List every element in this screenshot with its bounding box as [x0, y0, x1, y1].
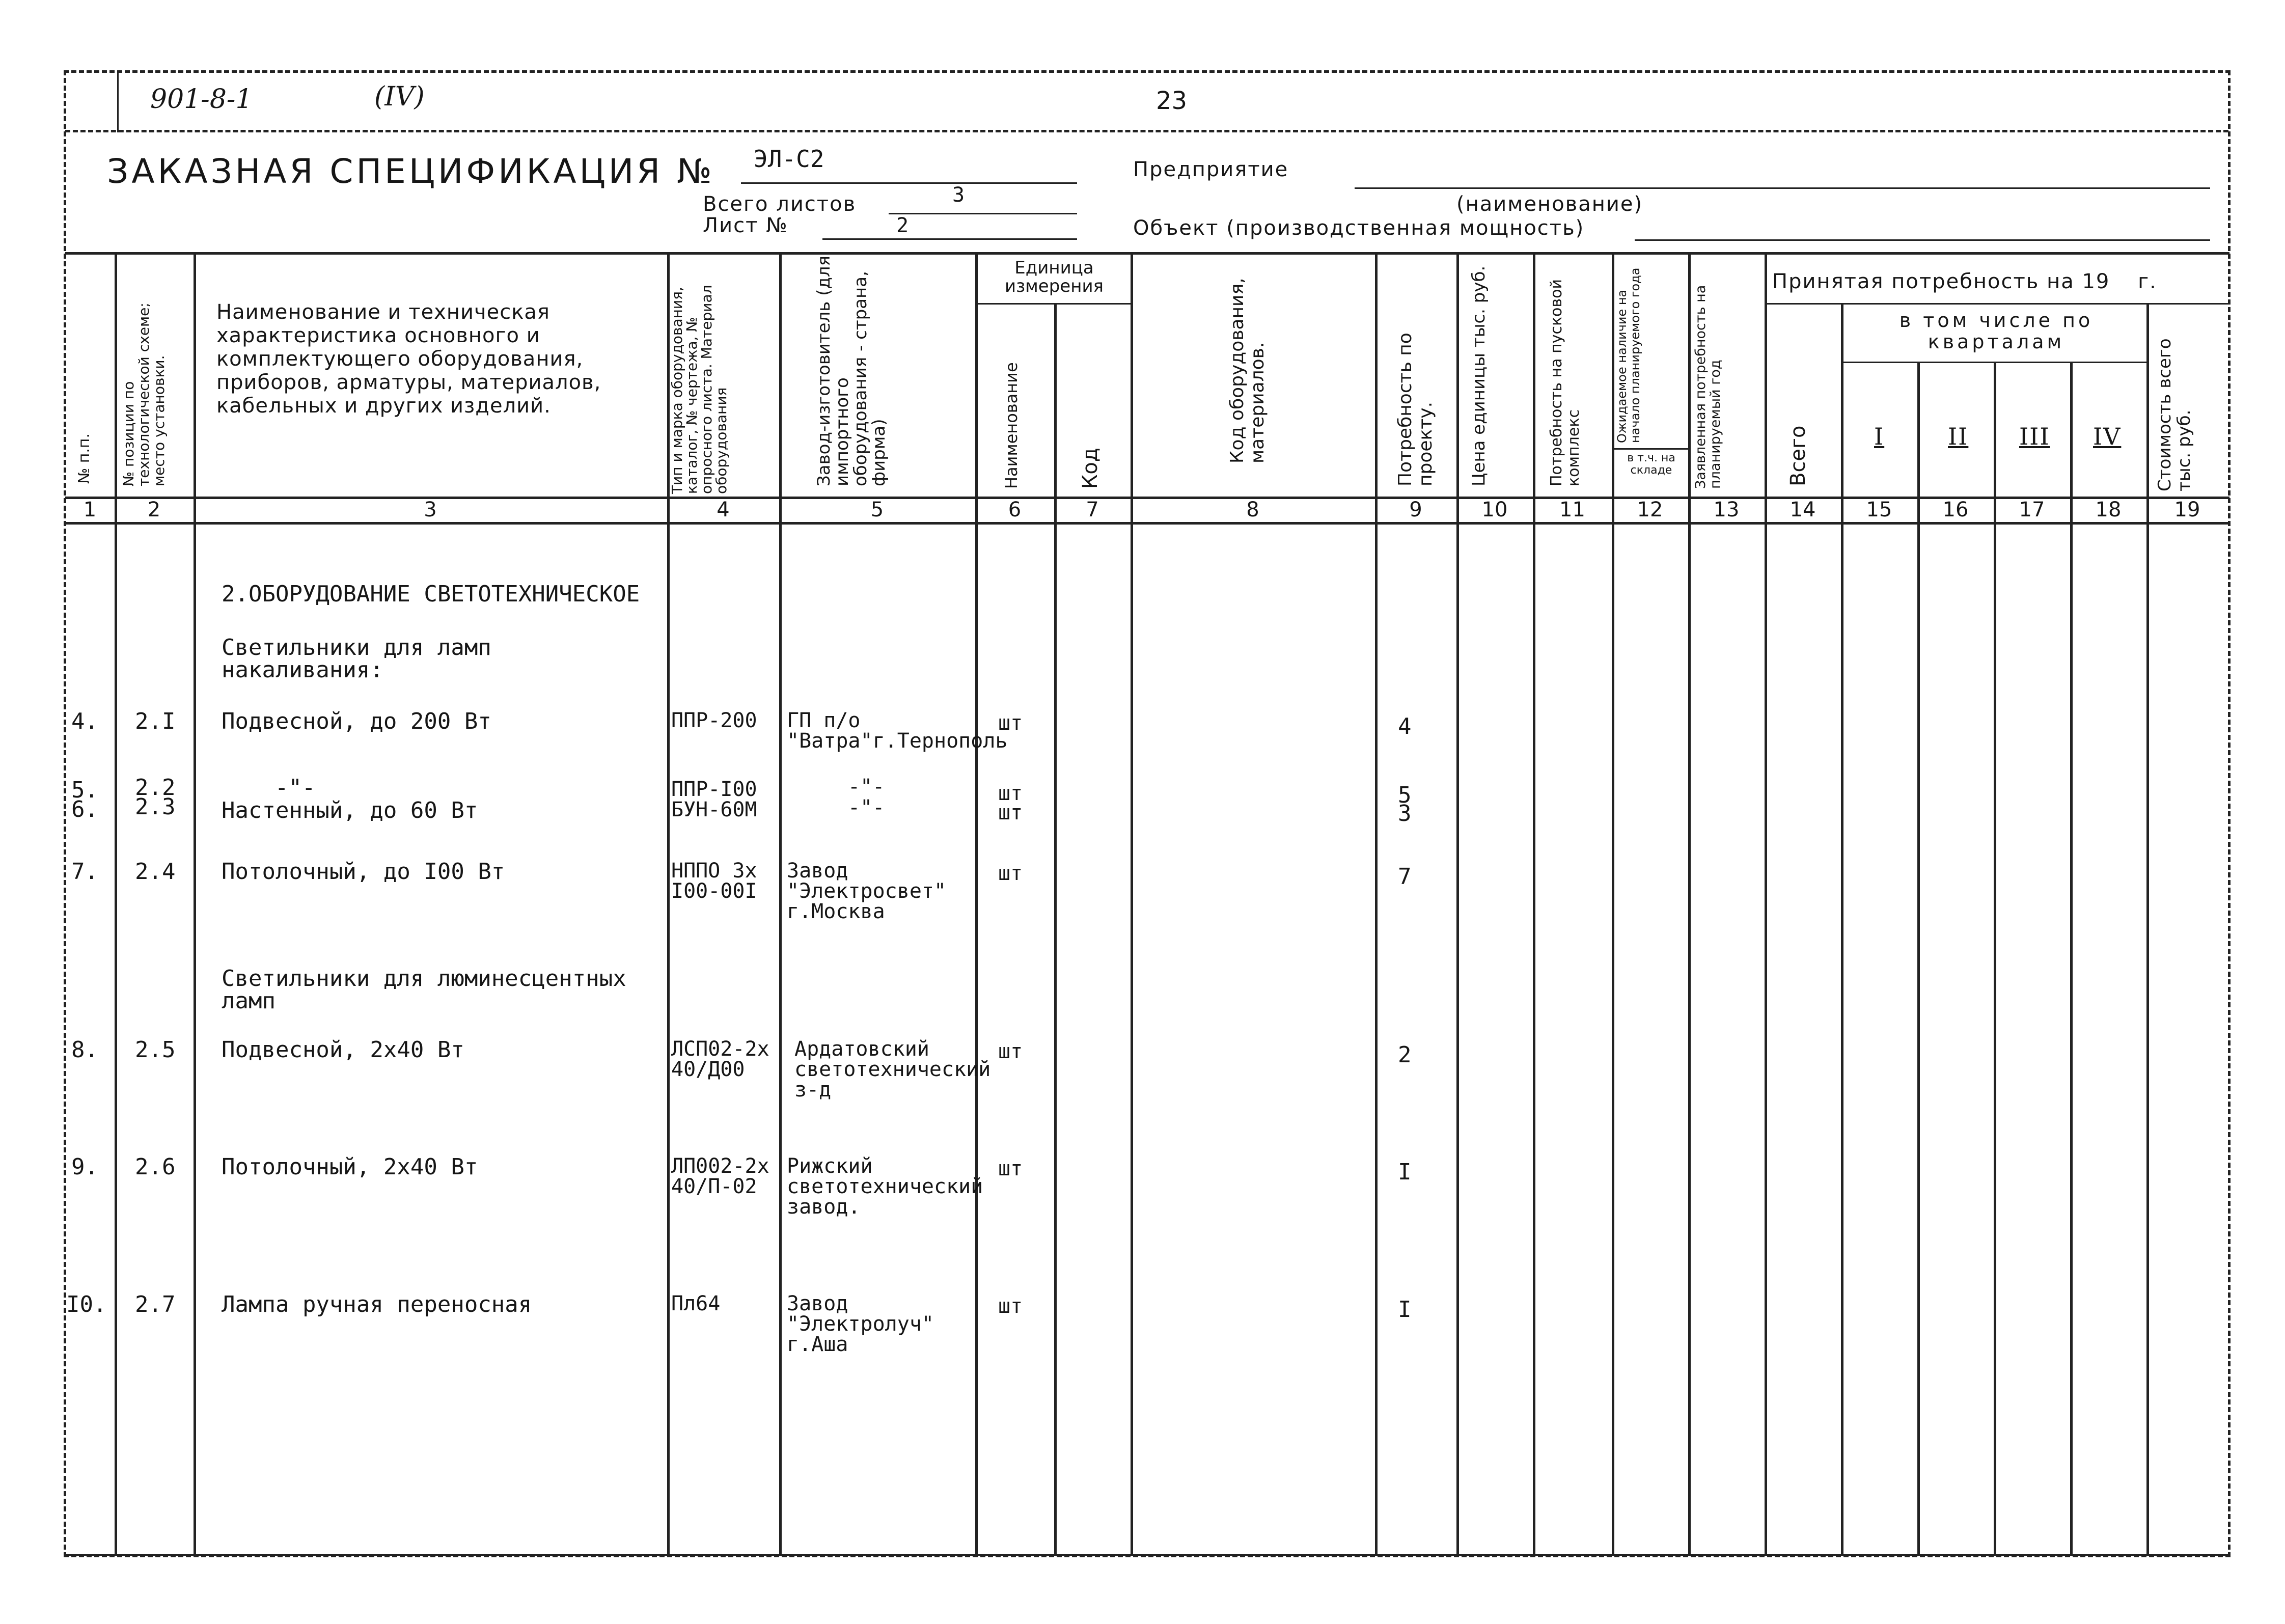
- col9-header-text: Потребность по проекту.: [1395, 333, 1436, 486]
- col-line: [779, 252, 782, 1556]
- col-number: 8: [1246, 498, 1259, 521]
- col-line: [1765, 252, 1767, 1556]
- row-unit: шт: [998, 711, 1023, 735]
- row-unit: шт: [998, 1040, 1023, 1063]
- row-index: I0.: [66, 1291, 107, 1317]
- header-divider: [117, 71, 119, 132]
- row-index: 9.: [71, 1154, 98, 1180]
- row-maker-text: ГП п/о "Ватра"г.Тернополь: [787, 709, 1008, 753]
- row-type: [671, 861, 778, 901]
- row-position: 2.3: [135, 794, 176, 820]
- col4-header: [670, 255, 729, 494]
- col19-header-text: Стоимость всего тыс. руб.: [2155, 338, 2194, 491]
- row-maker: [794, 1037, 991, 1102]
- sheet-label: Лист №: [703, 214, 788, 237]
- row-position: 2.5: [135, 1037, 176, 1063]
- col-line: [1131, 252, 1133, 1556]
- row-type: Пл64: [671, 1292, 721, 1315]
- row-maker: -"-: [848, 775, 885, 799]
- col2-header: [121, 255, 167, 486]
- row-index: 4.: [71, 708, 98, 734]
- col-number: 7: [1086, 498, 1099, 521]
- object-label: Объект (производственная мощность): [1133, 216, 1585, 240]
- col-line: [1054, 303, 1057, 1556]
- unit-group-text: Единица измерения: [1004, 258, 1104, 296]
- table-top-line: [65, 252, 2229, 255]
- col-line: [1688, 252, 1691, 1556]
- row-maker: [787, 861, 973, 922]
- accepted-text: Принятая потребность на 19: [1772, 270, 2110, 293]
- row-maker: [787, 1154, 983, 1219]
- col5-header-text: Завод-изготовитель (для импортного оборудования - страна, фирма): [814, 255, 889, 486]
- stock-line: [1612, 448, 1688, 450]
- row-maker: [787, 1293, 973, 1355]
- row-name: Потолочный, до I00 Вт: [222, 859, 505, 885]
- spec-number: ЭЛ-С2: [754, 145, 824, 173]
- row-maker-text: Завод "Электролуч" г.Аша: [787, 1292, 934, 1356]
- col-line: [975, 252, 978, 1556]
- sheet-number: 2: [896, 214, 910, 237]
- col13-header-text: Заявленная потребность на планируемый год: [1693, 285, 1723, 489]
- row-qty: I: [1398, 1297, 1412, 1323]
- row-unit: шт: [998, 782, 1023, 805]
- spec-number-line: [741, 182, 1077, 184]
- group-title-incandescent: [222, 637, 665, 681]
- col1-header: № п.п.: [75, 433, 93, 484]
- col-line: [1533, 252, 1535, 1556]
- accepted-header: [1772, 270, 2157, 293]
- col-line: [2146, 303, 2149, 1556]
- row-position: 2.4: [135, 859, 176, 885]
- row-position: 2.I: [135, 708, 176, 734]
- col12b-header-text: в т.ч. на складе: [1627, 452, 1675, 477]
- total-sheets-line: [889, 213, 1077, 214]
- object-line: [1635, 239, 2210, 241]
- row-index: 7.: [71, 859, 98, 885]
- col4-header-text: Тип и марка оборудования, каталог, № чертежа, № опросного листа. Материал оборудования: [669, 285, 730, 494]
- col-number: 9: [1409, 498, 1422, 521]
- col-number: 3: [424, 498, 437, 521]
- table-numbers-bottom: [65, 522, 2229, 525]
- col-line: [1375, 252, 1378, 1556]
- row-index: 6.: [71, 796, 98, 822]
- row-unit: шт: [998, 1157, 1023, 1180]
- col-number: 1: [83, 498, 97, 521]
- col6-header: Наименование: [1002, 362, 1021, 489]
- col-line: [115, 252, 117, 1556]
- col-number: 11: [1559, 498, 1585, 521]
- q4-header: IV: [2093, 423, 2122, 450]
- col-number: 18: [2095, 498, 2122, 521]
- row-name: -"-: [275, 775, 316, 801]
- col7-header: Код: [1079, 448, 1102, 489]
- group-title-fluorescent: [222, 968, 665, 1012]
- col-number: 15: [1866, 498, 1892, 521]
- col-number: 13: [1713, 498, 1740, 521]
- enterprise-line: [1355, 187, 2210, 189]
- enterprise-caption: (наименование): [1456, 192, 1643, 216]
- enterprise-label: Предприятие: [1133, 158, 1289, 181]
- q2-header: II: [1948, 423, 1969, 450]
- row-qty: I: [1398, 1159, 1412, 1185]
- col-number: 2: [147, 498, 161, 521]
- col12-header: [1615, 255, 1642, 443]
- row-type-text: ЛП002-2х40/П-02: [671, 1154, 769, 1198]
- unit-group-header: [980, 259, 1128, 295]
- col-number: 19: [2174, 498, 2200, 521]
- row-name: Подвесной, до 200 Вт: [222, 708, 491, 734]
- col-number: 14: [1790, 498, 1816, 521]
- row-type-text: ЛСП02-2х40/Д00: [671, 1037, 769, 1081]
- row-qty: 3: [1398, 801, 1412, 827]
- table-bottom-line: [65, 1554, 2229, 1556]
- row-index: 5.: [71, 777, 98, 803]
- row-qty: 7: [1398, 864, 1412, 890]
- col-number: 5: [870, 498, 884, 521]
- row-type: ППР-200: [671, 709, 757, 732]
- row-type: БУН-60М: [671, 798, 757, 821]
- col11-header-text: Потребность на пусковой комплекс: [1548, 279, 1583, 486]
- row-unit: шт: [998, 801, 1023, 824]
- row-type: [671, 1156, 773, 1197]
- row-position: 2.6: [135, 1154, 176, 1180]
- row-unit: шт: [998, 1295, 1023, 1318]
- row-maker-text: Завод "Электросвет" г.Москва: [787, 859, 947, 923]
- row-maker-text: Рижский светотехнический завод.: [787, 1154, 983, 1219]
- row-qty: 2: [1398, 1042, 1412, 1068]
- row-position: 2.7: [135, 1291, 176, 1317]
- col-number: 17: [2019, 498, 2045, 521]
- group-title-fluorescent-text: Светильники для люминесцентных ламп: [222, 966, 626, 1014]
- quarters-header: [1854, 310, 2139, 352]
- doc-code: 901-8-1: [150, 84, 253, 115]
- col12-header-text: Ожидаемое наличие на начало планируемого года: [1615, 267, 1642, 443]
- header-line: [65, 130, 2228, 132]
- quarters-text: в том числе по кварталам: [1899, 309, 2094, 353]
- col19-header: [2155, 303, 2194, 491]
- row-name: Лампа ручная переносная: [222, 1291, 532, 1317]
- col-line: [2070, 362, 2073, 1556]
- col5-header: [815, 252, 888, 486]
- unit-group-line: [975, 303, 1131, 305]
- col10-header: [1469, 262, 1489, 486]
- col-line: [1612, 252, 1614, 1556]
- group-title-incandescent-text: Светильники для ламп накаливания:: [222, 635, 491, 683]
- sheet-line: [822, 238, 1077, 240]
- col3-header-text: Наименование и техническая характеристика основного и комплектующего оборудования, приборов, арматуры, материалов, кабельных и других изделий.: [216, 300, 601, 418]
- col2-header-text: № позиции по технологической схеме; место установки.: [120, 302, 168, 486]
- row-name: Настенный, до 60 Вт: [222, 797, 478, 823]
- q3-header: III: [2019, 423, 2050, 450]
- total-sheets: 3: [952, 183, 966, 207]
- page-number: 23: [1156, 87, 1188, 115]
- roman-numeral: (IV): [374, 81, 425, 112]
- accepted-suffix: г.: [2138, 270, 2157, 293]
- col-line: [1841, 303, 1843, 1556]
- col8-header: [1227, 260, 1268, 463]
- col-number: 12: [1637, 498, 1663, 521]
- col-number: 16: [1942, 498, 1969, 521]
- col-line: [1994, 362, 1996, 1556]
- row-qty: 4: [1398, 713, 1412, 739]
- col-line: [1917, 362, 1920, 1556]
- col-line: [194, 252, 196, 1556]
- row-type: [671, 1039, 778, 1080]
- col13-header: [1693, 255, 1723, 489]
- row-qty: 5: [1398, 782, 1412, 808]
- col9-header: [1395, 293, 1436, 486]
- row-maker-text: Ардатовский светотехнический з-д: [794, 1037, 991, 1102]
- col8-header-text: Код оборудования, материалов.: [1227, 278, 1268, 463]
- col-number: 4: [717, 498, 730, 521]
- col-number: 10: [1481, 498, 1508, 521]
- form-title: ЗАКАЗНАЯ СПЕЦИФИКАЦИЯ №: [107, 152, 715, 191]
- section-title: 2.ОБОРУДОВАНИЕ СВЕТОТЕХНИЧЕСКОЕ: [222, 581, 640, 607]
- row-name: Подвесной, 2х40 Вт: [222, 1037, 464, 1063]
- q1-header: I: [1874, 423, 1885, 450]
- col-number: 6: [1008, 498, 1022, 521]
- col14-header: Всего: [1786, 425, 1810, 486]
- col-line: [1456, 252, 1459, 1556]
- row-type: ППР-I00: [671, 778, 757, 801]
- col11-header: [1548, 262, 1583, 486]
- row-maker: [787, 709, 1008, 753]
- col3-header: [216, 300, 659, 418]
- row-unit: шт: [998, 862, 1023, 885]
- row-maker: -"-: [848, 796, 885, 819]
- quarters-line: [1841, 362, 2146, 363]
- col12b-header: [1614, 452, 1688, 477]
- row-index: 8.: [71, 1037, 98, 1063]
- col10-header-text: Цена единицы тыс. руб.: [1469, 265, 1489, 486]
- total-sheets-label: Всего листов: [703, 192, 857, 216]
- row-type-text: НППО 3х I00-00I: [671, 859, 757, 903]
- row-position: 2.2: [135, 775, 176, 801]
- row-name: Потолочный, 2х40 Вт: [222, 1154, 478, 1180]
